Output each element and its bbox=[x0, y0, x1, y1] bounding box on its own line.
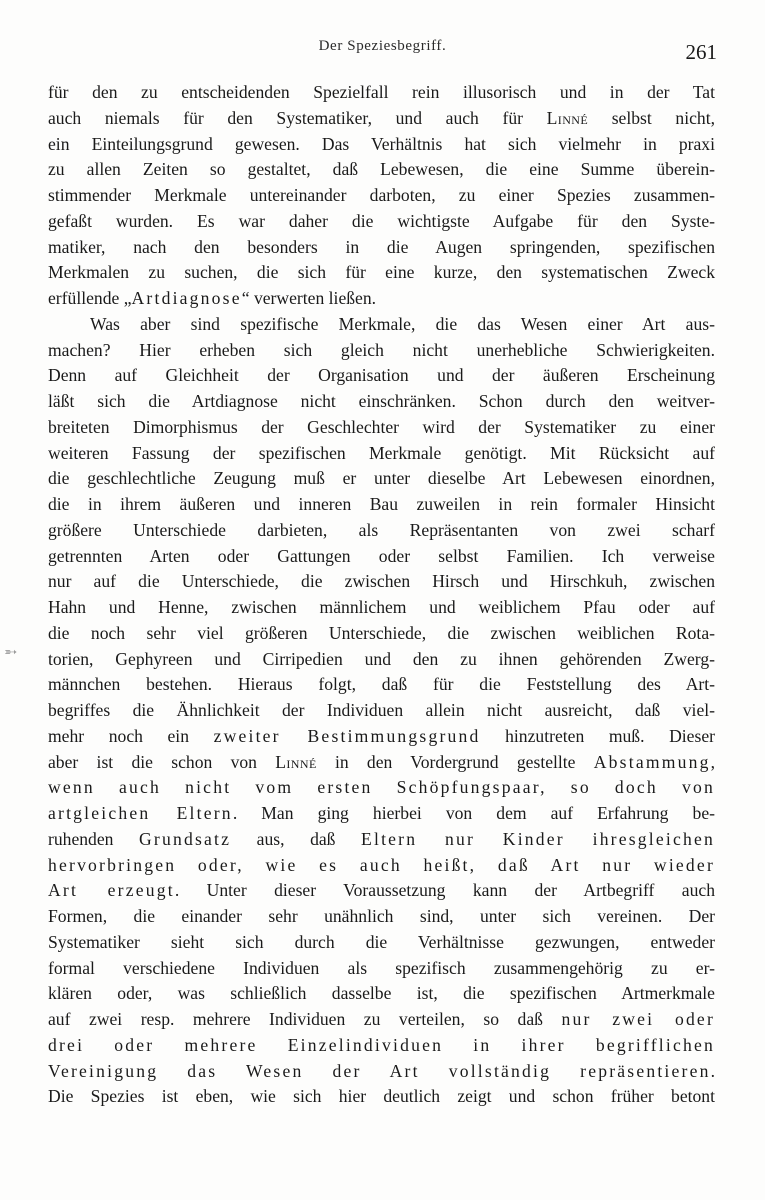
running-title: Der Speziesbegriff. bbox=[318, 38, 447, 54]
text-line bbox=[48, 956, 715, 982]
small-caps-text: Linné bbox=[546, 107, 589, 128]
text-run: männchen bestehen. Hieraus folgt, daß für die Feststellung des Art- bbox=[48, 674, 715, 695]
text-line bbox=[48, 827, 715, 853]
text-line bbox=[48, 235, 715, 261]
text-run: ruhenden bbox=[48, 828, 140, 849]
text-line bbox=[48, 132, 715, 158]
spaced-emphasis-text: Artdiagnose bbox=[131, 288, 242, 308]
text-run: die geschlechtliche Zeugung muß er unter dieselbe Art Lebewesen einordnen, bbox=[48, 468, 715, 489]
text-line bbox=[48, 415, 715, 441]
text-line bbox=[48, 698, 715, 724]
text-line bbox=[48, 492, 715, 518]
spaced-emphasis-text: hervorbringen oder, wie es auch heißt, daß Art nur wieder bbox=[48, 854, 715, 875]
text-run: erfüllende „ bbox=[48, 288, 132, 308]
small-caps-text: Linné bbox=[275, 751, 317, 772]
text-run: mehr noch ein bbox=[48, 725, 214, 746]
text-run: auch niemals für den Systematiker, und auch für bbox=[48, 107, 547, 128]
text-line bbox=[48, 518, 715, 544]
text-run: nur auf die Unterschiede, die zwischen Hirsch und Hirschkuh, zwischen bbox=[48, 571, 715, 592]
spaced-emphasis-text: wenn auch nicht vom ersten Schöpfungspaar, so doch von bbox=[48, 777, 715, 798]
text-run: breiteten Dimorphismus der Geschlechter wird der Systematiker zu einer bbox=[48, 416, 715, 437]
text-line bbox=[48, 466, 715, 492]
text-run: Hahn und Henne, zwischen männlichem und weiblichem Pfau oder auf bbox=[48, 597, 715, 617]
text-run: . Man ging hierbei von dem auf Erfahrung be- bbox=[232, 803, 715, 823]
text-run: matiker, nach den besonders in die Augen springenden, spezifischen bbox=[48, 236, 715, 257]
text-line bbox=[48, 286, 715, 312]
page-number: 261 bbox=[685, 40, 717, 64]
text-run: die in ihrem äußeren und inneren Bau zuweilen in rein formaler Hinsicht bbox=[48, 494, 715, 514]
text-run: zu allen Zeiten so gestaltet, daß Lebewesen, die eine Summe überein- bbox=[48, 159, 715, 180]
text-run: Merkmalen zu suchen, die sich für eine kurze, den systematischen Zweck bbox=[48, 262, 715, 283]
text-line bbox=[48, 389, 715, 415]
text-line bbox=[48, 1084, 715, 1110]
text-line bbox=[48, 672, 715, 698]
text-line bbox=[48, 750, 715, 776]
text-run: stimmender Merkmale untereinander darboten, zu einer Spezies zusammen- bbox=[48, 185, 715, 205]
text-line bbox=[48, 1033, 715, 1059]
text-line bbox=[48, 595, 715, 621]
text-line bbox=[48, 441, 715, 467]
text-line bbox=[48, 1059, 715, 1085]
paragraph bbox=[48, 80, 715, 312]
spaced-emphasis-text: Grundsatz bbox=[139, 828, 232, 849]
text-run: getrennten Arten oder Gattungen oder selbst Familien. Ich verweise bbox=[48, 545, 715, 566]
text-run: auf zwei resp. mehrere Individuen zu verteilen, so daß bbox=[48, 1009, 562, 1029]
text-run: “ verwerten ließen. bbox=[241, 288, 377, 308]
text-line bbox=[48, 930, 715, 956]
text-line bbox=[48, 338, 715, 364]
text-line bbox=[48, 981, 715, 1007]
text-line bbox=[48, 209, 715, 235]
text-run: torien, Gephyreen und Cirripedien und den zu ihnen gehörenden Zwerg- bbox=[48, 648, 715, 669]
text-run: läßt sich die Artdiagnose nicht einschränken. Schon durch den weitver- bbox=[48, 391, 715, 411]
text-line bbox=[48, 80, 715, 106]
spaced-emphasis-text: zweiter Bestimmungsgrund bbox=[213, 725, 481, 746]
text-run: Denn auf Gleichheit der Organisation und der äußeren Erscheinung bbox=[48, 365, 715, 386]
text-line bbox=[48, 106, 715, 132]
text-line bbox=[48, 1007, 715, 1033]
text-line bbox=[48, 904, 715, 930]
margin-arrow-icon: ➵ bbox=[4, 644, 18, 661]
spaced-emphasis-text: Art erzeugt bbox=[48, 880, 175, 901]
text-line bbox=[48, 801, 715, 827]
running-header bbox=[0, 36, 765, 62]
spaced-emphasis-text: Eltern nur Kinder ihresgleichen bbox=[361, 828, 715, 849]
spaced-emphasis-text: Abstammung bbox=[593, 751, 711, 772]
spaced-emphasis-text: drei oder mehrere Einzelindividuen in ihrer begrifflichen bbox=[48, 1034, 715, 1055]
text-line bbox=[48, 544, 715, 570]
text-line bbox=[48, 621, 715, 647]
text-run: . bbox=[710, 1060, 715, 1081]
text-run: machen? Hier erheben sich gleich nicht unerhebliche Schwierigkeiten. bbox=[48, 339, 715, 360]
spaced-emphasis-text: nur zwei oder bbox=[561, 1009, 716, 1029]
text-line bbox=[48, 724, 715, 750]
text-run: hinzutreten muß. Dieser bbox=[480, 725, 715, 746]
text-run: , bbox=[710, 751, 715, 772]
text-line bbox=[48, 775, 715, 801]
text-line bbox=[48, 157, 715, 183]
text-run: klären oder, was schließlich dasselbe ist, die spezifischen Artmerkmale bbox=[48, 983, 715, 1004]
text-run: weiteren Fassung der spezifischen Merkmale genötigt. Mit Rücksicht auf bbox=[48, 442, 715, 463]
text-run: ein Einteilungsgrund gewesen. Das Verhältnis hat sich vielmehr in praxi bbox=[48, 133, 715, 154]
text-run: formal verschiedene Individuen als spezifisch zusammengehörig zu er- bbox=[48, 957, 715, 978]
text-line bbox=[48, 569, 715, 595]
text-run: . Unter dieser Voraussetzung kann der Artbegriff auch bbox=[174, 880, 715, 901]
spaced-emphasis-text: Vereinigung das Wesen der Art vollständig repräsentieren bbox=[48, 1060, 711, 1081]
text-line bbox=[48, 853, 715, 879]
text-run: in den Vordergrund gestellte bbox=[316, 751, 594, 772]
text-run: selbst nicht, bbox=[588, 107, 715, 128]
text-line bbox=[48, 363, 715, 389]
text-run: begriffes die Ähnlichkeit der Individuen allein nicht ausreicht, daß viel- bbox=[48, 700, 715, 720]
text-run: für den zu entscheidenden Spezielfall rein illusorisch und in der Tat bbox=[48, 82, 715, 102]
text-line bbox=[48, 183, 715, 209]
text-run: Formen, die einander sehr unähnlich sind, unter sich vereinen. Der bbox=[48, 906, 715, 926]
text-run: aber ist die schon von bbox=[48, 751, 276, 772]
text-run: Systematiker sieht sich durch die Verhältnisse gezwungen, entweder bbox=[48, 931, 715, 952]
text-run: aus, daß bbox=[231, 828, 362, 849]
body-text bbox=[48, 80, 715, 1110]
text-run: Die Spezies ist eben, wie sich hier deutlich zeigt und schon früher betont bbox=[48, 1086, 715, 1107]
text-run: die noch sehr viel größeren Unterschiede, die zwischen weiblichen Rota- bbox=[48, 622, 715, 643]
text-run: Was aber sind spezifische Merkmale, die das Wesen einer Art aus- bbox=[90, 313, 715, 334]
paragraph bbox=[48, 312, 715, 1110]
text-line bbox=[48, 260, 715, 286]
text-line bbox=[48, 647, 715, 673]
spaced-emphasis-text: artgleichen Eltern bbox=[48, 803, 233, 823]
text-line bbox=[48, 878, 715, 904]
text-line bbox=[48, 312, 715, 338]
text-run: gefaßt wurden. Es war daher die wichtigste Aufgabe für den Syste- bbox=[48, 210, 715, 231]
text-run: größere Unterschiede darbieten, als Repräsentanten von zwei scharf bbox=[48, 519, 715, 540]
